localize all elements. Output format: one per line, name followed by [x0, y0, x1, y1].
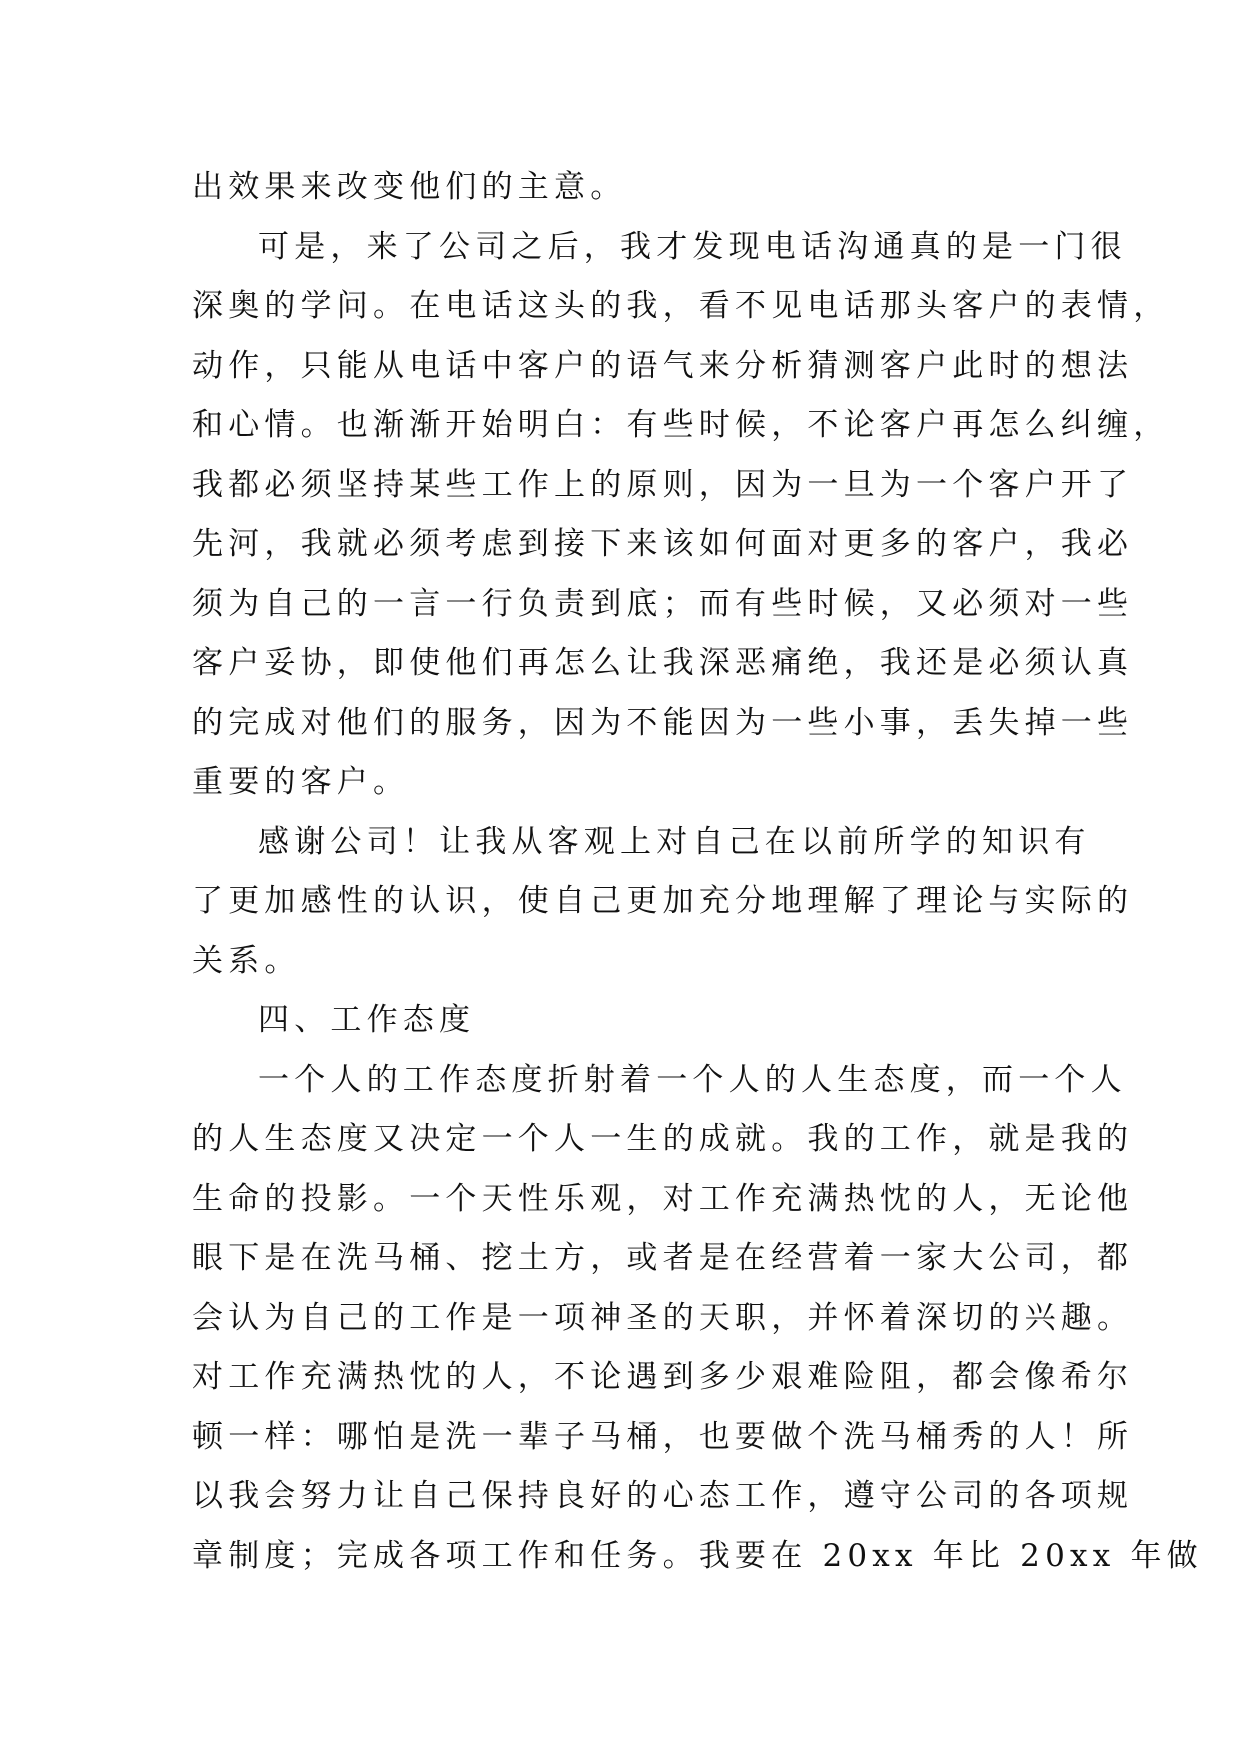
text-line: 的人生态度又决定一个人一生的成就。我的工作，就是我的 [192, 1121, 1134, 1157]
text-line: 了更加感性的认识，使自己更加充分地理解了理论与实际的 [192, 883, 1134, 919]
text-line: 关系。 [192, 942, 301, 979]
text-line: 可是，来了公司之后，我才发现电话沟通真的是一门很 [258, 228, 1127, 265]
text-line: 的完成对他们的服务，因为不能因为一些小事，丢失掉一些 [192, 704, 1134, 741]
text-line: 会认为自己的工作是一项神圣的天职，并怀着深切的兴趣。 [192, 1299, 1134, 1336]
text-line: 须为自己的一言一行负责到底；而有些时候，又必须对一些 [192, 585, 1134, 622]
text-line: 对工作充满热忱的人，不论遇到多少艰难险阻，都会像希尔 [192, 1359, 1134, 1395]
text-line: 以我会努力让自己保持良好的心态工作，遵守公司的各项规 [192, 1478, 1134, 1514]
text-line: 我都必须坚持某些工作上的原则，因为一旦为一个客户开了 [192, 466, 1134, 503]
text-line: 出效果来改变他们的主意。 [192, 169, 627, 205]
text-line: 动作，只能从电话中客户的语气来分析猜测客户此时的想法 [192, 347, 1134, 384]
text-line: 客户妥协，即使他们再怎么让我深恶痛绝，我还是必须认真 [192, 645, 1134, 681]
text-line: 先河，我就必须考虑到接下来该如何面对更多的客户，我必 [192, 526, 1134, 562]
text-line: 和心情。也渐渐开始明白：有些时候，不论客户再怎么纠缠， [192, 407, 1170, 443]
document-body [192, 158, 1203, 1586]
text-line: 一个人的工作态度折射着一个人的人生态度，而一个人 [258, 1061, 1127, 1098]
text-line: 四、工作态度 [258, 1002, 476, 1038]
text-line: 重要的客户。 [192, 764, 410, 800]
text-line: 章制度；完成各项工作和任务。我要在 20xx 年比 20xx 年做 [192, 1537, 1203, 1574]
text-line: 深奥的学问。在电话这头的我，看不见电话那头客户的表情， [192, 288, 1170, 324]
text-line: 生命的投影。一个天性乐观，对工作充满热忱的人，无论他 [192, 1180, 1134, 1217]
text-line: 顿一样：哪怕是洗一辈子马桶，也要做个洗马桶秀的人！所 [192, 1418, 1134, 1455]
text-line: 感谢公司！让我从客观上对自己在以前所学的知识有 [258, 823, 1091, 860]
text-line: 眼下是在洗马桶、挖土方，或者是在经营着一家大公司，都 [192, 1240, 1134, 1276]
